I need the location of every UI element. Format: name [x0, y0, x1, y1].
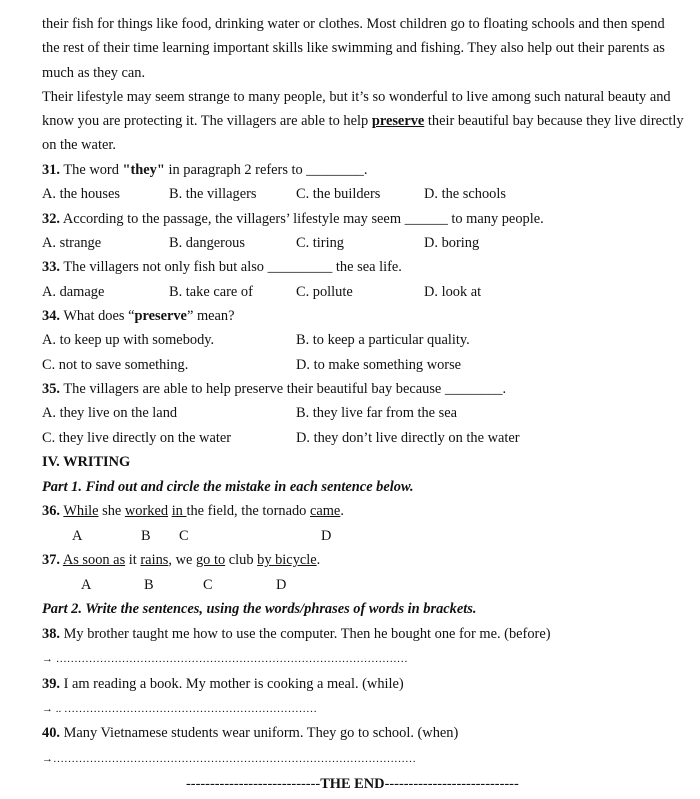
question-33 — [42, 258, 402, 276]
question-text: The villagers not only fish but also _________ the sea life. — [63, 259, 402, 275]
mistake-option-c[interactable]: go to — [195, 552, 226, 568]
question-text: The word — [63, 162, 123, 178]
question-number: 40. — [42, 725, 60, 741]
question-40 — [42, 724, 458, 742]
footer-dashes: ---------------------------- — [186, 776, 321, 792]
question-text: in paragraph 2 refers to ________. — [164, 162, 368, 178]
part1-instruction: Part 1. Find out and circle the mistake in each sentence below. — [42, 479, 414, 495]
question-39 — [42, 675, 404, 693]
question-number: 37. — [42, 552, 60, 568]
mistake-option-d[interactable]: came — [309, 503, 341, 519]
the-end-footer — [186, 775, 519, 793]
answer-line[interactable]: →……………………………………………………………………………………… — [42, 753, 416, 765]
question-text: Many Vietnamese students wear uniform. They go to school. (when) — [63, 725, 459, 741]
question-34 — [42, 307, 235, 325]
sentence-text: , we — [168, 552, 196, 568]
option-d[interactable]: D. they don’t live directly on the water — [296, 430, 520, 446]
sentence-text: she — [98, 503, 125, 519]
mistake-option-a[interactable]: As soon as — [62, 552, 126, 568]
mistake-option-b[interactable]: worked — [124, 503, 169, 519]
option-b[interactable]: B. dangerous — [169, 235, 245, 251]
section-heading — [42, 453, 130, 471]
question-31 — [42, 161, 367, 179]
mistake-option-a[interactable]: While — [63, 503, 99, 519]
question-keyword: preserve — [134, 308, 187, 324]
sentence-text: the field, the tornado — [186, 503, 310, 519]
question-32 — [42, 210, 544, 228]
section-heading-text: IV. WRITING — [42, 454, 131, 470]
option-b[interactable]: B. they live far from the sea — [296, 405, 458, 421]
option-d[interactable]: D. look at — [424, 284, 482, 300]
option-b[interactable]: B. take care of — [169, 284, 253, 300]
option-d[interactable]: D. to make something worse — [296, 357, 462, 373]
option-label-a: A — [81, 577, 92, 593]
option-c[interactable]: C. they live directly on the water — [42, 430, 232, 446]
passage-line: Their lifestyle may seem strange to many people, but it’s so wonderful to live among such natural beauty and — [42, 89, 671, 105]
mistake-option-b[interactable]: rains — [140, 552, 169, 568]
question-36 — [42, 502, 344, 520]
question-keyword: "they" — [122, 162, 165, 178]
option-c[interactable]: C. the builders — [296, 186, 381, 202]
option-c[interactable]: C. tiring — [296, 235, 344, 251]
mistake-option-c[interactable]: in — [171, 503, 187, 519]
option-label-c: C — [203, 577, 213, 593]
option-a[interactable]: A. the houses — [42, 186, 120, 202]
option-label-d: D — [276, 577, 287, 593]
option-label-b: B — [144, 577, 154, 593]
question-number: 35. — [42, 381, 60, 397]
answer-line[interactable]: → .. …………………………………………………………… — [42, 703, 317, 715]
footer-dashes: ---------------------------- — [384, 776, 519, 792]
passage-line: their fish for things like food, drinking water or clothes. Most children go to floating schools and then spend — [42, 16, 665, 32]
option-c[interactable]: C. not to save something. — [42, 357, 189, 373]
question-number: 33. — [42, 259, 60, 275]
question-number: 39. — [42, 676, 60, 692]
question-37 — [42, 551, 320, 569]
option-d[interactable]: D. the schools — [424, 186, 506, 202]
passage-line: much as they can. — [42, 65, 146, 81]
keyword-preserve: preserve — [371, 113, 425, 129]
option-label-c: C — [179, 528, 189, 544]
question-number: 31. — [42, 162, 60, 178]
the-end-label: THE END — [320, 776, 385, 792]
question-number: 34. — [42, 308, 60, 324]
sentence-text: it — [125, 552, 141, 568]
option-d[interactable]: D. boring — [424, 235, 480, 251]
question-38 — [42, 625, 551, 643]
option-a[interactable]: A. strange — [42, 235, 102, 251]
question-text: According to the passage, the villagers’ lifestyle may seem ______ to many people. — [62, 211, 544, 227]
sentence-text: club — [225, 552, 258, 568]
mistake-option-d[interactable]: by bicycle — [257, 552, 317, 568]
sentence-text: . — [340, 503, 344, 519]
question-text: I am reading a book. My mother is cooking a meal. (while) — [63, 676, 404, 692]
option-label-b: B — [141, 528, 151, 544]
question-number: 36. — [42, 503, 60, 519]
answer-line[interactable]: → …………………………………………………………………………………… — [42, 653, 408, 665]
question-text: My brother taught me how to use the computer. Then he bought one for me. (before) — [63, 626, 551, 642]
question-text: What does “ — [63, 308, 135, 324]
passage-line — [42, 112, 684, 130]
option-b[interactable]: B. the villagers — [169, 186, 257, 202]
passage-text: their beautiful bay because they live directly — [424, 113, 684, 129]
option-a[interactable]: A. to keep up with somebody. — [42, 332, 215, 348]
question-number: 32. — [42, 211, 60, 227]
question-35 — [42, 380, 506, 398]
option-c[interactable]: C. pollute — [296, 284, 353, 300]
passage-line: on the water. — [42, 137, 116, 153]
option-label-a: A — [72, 528, 83, 544]
question-text: ” mean? — [186, 308, 235, 324]
option-label-d: D — [321, 528, 332, 544]
passage-line: the rest of their time learning important skills like swimming and fishing. They also help out their parents as — [42, 40, 665, 56]
part2-instruction: Part 2. Write the sentences, using the words/phrases of words in brackets. — [42, 601, 477, 617]
question-text: The villagers are able to help preserve their beautiful bay because ________. — [63, 381, 507, 397]
option-b[interactable]: B. to keep a particular quality. — [296, 332, 470, 348]
option-a[interactable]: A. they live on the land — [42, 405, 178, 421]
option-a[interactable]: A. damage — [42, 284, 105, 300]
question-number: 38. — [42, 626, 60, 642]
passage-text: know you are protecting it. The villagers are able to help — [42, 113, 372, 129]
sentence-text: . — [316, 552, 321, 568]
